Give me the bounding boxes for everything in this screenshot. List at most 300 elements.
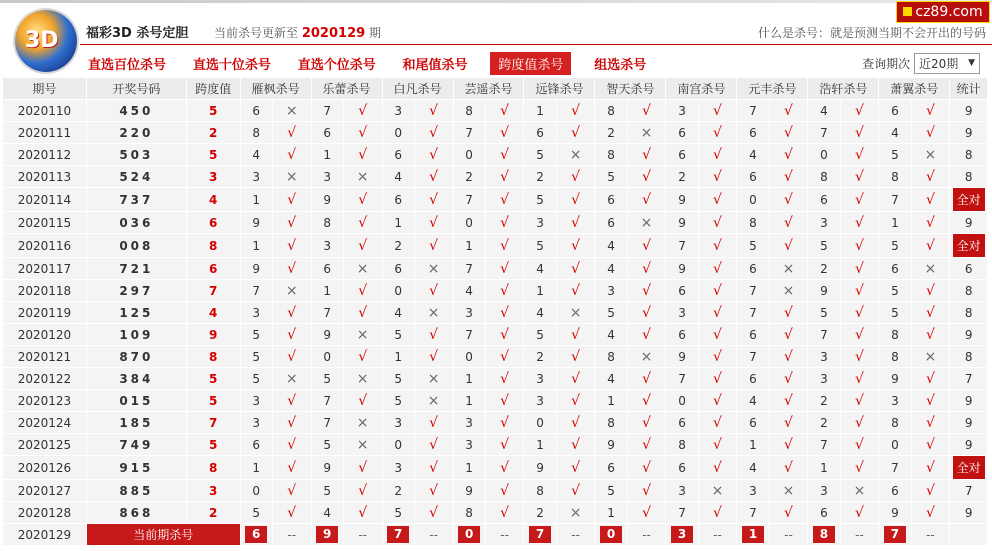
pending-mark: --: [627, 524, 666, 546]
check-icon: √: [485, 212, 524, 234]
check-icon: √: [272, 144, 311, 166]
check-icon: √: [556, 324, 595, 346]
check-icon: √: [272, 212, 311, 234]
issue-cell: 2020119: [3, 302, 87, 324]
check-icon: √: [343, 212, 382, 234]
check-icon: √: [485, 166, 524, 188]
check-icon: √: [556, 188, 595, 212]
kill-number-cell: 5: [240, 324, 272, 346]
stat-cell: 9: [950, 122, 988, 144]
kill-number-cell: 5: [737, 234, 769, 258]
check-icon: √: [840, 324, 879, 346]
kill-number-cell: 3: [453, 434, 485, 456]
check-icon: √: [414, 346, 453, 368]
check-icon: √: [698, 100, 737, 122]
kill-number-cell: 3: [808, 480, 840, 502]
tab-group[interactable]: 组选杀号: [594, 58, 647, 73]
check-icon: √: [272, 412, 311, 434]
kill-number-cell: 4: [595, 368, 627, 390]
issue-cell: 2020114: [3, 188, 87, 212]
check-icon: √: [769, 122, 808, 144]
issue-cell: 2020118: [3, 280, 87, 302]
kill-number-cell: 8: [666, 434, 698, 456]
kill-number-cell: 4: [595, 258, 627, 280]
check-icon: √: [840, 280, 879, 302]
kill-number-cell: 8: [595, 346, 627, 368]
brand-badge[interactable]: [896, 1, 990, 23]
kill-number-cell: 4: [382, 302, 414, 324]
issue-cell: 2020122: [3, 368, 87, 390]
check-icon: √: [414, 100, 453, 122]
check-icon: √: [769, 412, 808, 434]
check-icon: √: [556, 456, 595, 480]
span-value-cell: 4: [186, 302, 240, 324]
col-expert-9[interactable]: 浩轩杀号: [808, 78, 879, 100]
update-suffix: 期: [369, 26, 382, 40]
current-period-row: [3, 524, 988, 546]
check-icon: √: [556, 122, 595, 144]
kill-number-cell: 8: [737, 212, 769, 234]
kill-number-cell: 8: [453, 100, 485, 122]
span-value-cell: 5: [186, 434, 240, 456]
draw-number-cell: 125: [86, 302, 186, 324]
pending-mark: --: [698, 524, 737, 546]
kill-number-cell: 3: [453, 412, 485, 434]
check-icon: √: [485, 368, 524, 390]
current-kill-number: 9: [316, 526, 338, 543]
pending-mark: --: [911, 524, 950, 546]
check-icon: √: [343, 502, 382, 524]
stat-cell: 7: [950, 480, 988, 502]
kill-number-cell: 6: [879, 480, 911, 502]
table-row: [3, 456, 988, 480]
check-icon: √: [272, 258, 311, 280]
cross-icon: ×: [627, 122, 666, 144]
check-icon: √: [414, 480, 453, 502]
current-kill-cell: [595, 524, 627, 546]
kill-number-cell: 7: [808, 122, 840, 144]
stat-cell: 9: [950, 434, 988, 456]
current-kill-cell: [666, 524, 698, 546]
kill-number-cell: 3: [524, 212, 556, 234]
cross-icon: ×: [272, 368, 311, 390]
check-icon: √: [840, 234, 879, 258]
check-icon: √: [343, 480, 382, 502]
kill-number-cell: 7: [737, 346, 769, 368]
kill-number-cell: 2: [382, 480, 414, 502]
cross-icon: ×: [627, 346, 666, 368]
all-correct-badge: 全对: [953, 234, 985, 257]
kill-number-cell: 5: [382, 368, 414, 390]
check-icon: √: [343, 100, 382, 122]
check-icon: √: [769, 456, 808, 480]
col-expert-10[interactable]: 萧翼杀号: [879, 78, 950, 100]
check-icon: √: [911, 502, 950, 524]
col-expert-2[interactable]: 乐蕾杀号: [311, 78, 382, 100]
kill-number-cell: 3: [666, 100, 698, 122]
check-icon: √: [698, 122, 737, 144]
table-row: [3, 234, 988, 258]
check-icon: √: [414, 324, 453, 346]
check-icon: √: [627, 258, 666, 280]
kill-number-cell: 5: [595, 480, 627, 502]
check-icon: √: [485, 100, 524, 122]
kill-number-cell: 3: [382, 456, 414, 480]
check-icon: √: [414, 234, 453, 258]
kill-number-cell: 3: [240, 302, 272, 324]
kill-number-cell: 6: [595, 456, 627, 480]
cross-icon: ×: [343, 258, 382, 280]
kill-number-cell: 1: [595, 390, 627, 412]
kill-number-cell: 9: [879, 502, 911, 524]
check-icon: √: [272, 122, 311, 144]
kill-number-cell: 7: [737, 280, 769, 302]
kill-number-cell: 7: [737, 502, 769, 524]
kill-number-cell: 3: [666, 480, 698, 502]
kill-number-cell: 5: [595, 166, 627, 188]
header-rule: [80, 44, 992, 45]
check-icon: √: [627, 480, 666, 502]
check-icon: √: [343, 390, 382, 412]
stat-cell: 8: [950, 166, 988, 188]
kill-number-cell: 6: [666, 456, 698, 480]
draw-number-cell: 870: [86, 346, 186, 368]
draw-number-cell: 109: [86, 324, 186, 346]
check-icon: √: [698, 502, 737, 524]
kill-number-cell: 4: [382, 166, 414, 188]
cross-icon: ×: [911, 258, 950, 280]
check-icon: √: [485, 280, 524, 302]
check-icon: √: [769, 434, 808, 456]
check-icon: √: [769, 166, 808, 188]
col-expert-6[interactable]: 智天杀号: [595, 78, 666, 100]
draw-number-cell: 721: [86, 258, 186, 280]
check-icon: √: [485, 502, 524, 524]
kill-number-cell: 5: [311, 434, 343, 456]
cross-icon: ×: [343, 368, 382, 390]
issue-cell: 2020111: [3, 122, 87, 144]
kill-number-cell: 2: [524, 166, 556, 188]
span-value-cell: 3: [186, 166, 240, 188]
pending-mark: --: [414, 524, 453, 546]
check-icon: √: [556, 434, 595, 456]
check-icon: √: [272, 502, 311, 524]
current-kill-number: 0: [458, 526, 480, 543]
col-expert-7[interactable]: 南宫杀号: [666, 78, 737, 100]
period-select[interactable]: [914, 53, 980, 74]
draw-number-cell: 297: [86, 280, 186, 302]
col-expert-3[interactable]: 白凡杀号: [382, 78, 453, 100]
current-kill-cell: [382, 524, 414, 546]
kill-number-cell: 0: [311, 346, 343, 368]
check-icon: √: [769, 346, 808, 368]
check-icon: √: [627, 234, 666, 258]
check-icon: √: [840, 302, 879, 324]
issue-cell: 2020117: [3, 258, 87, 280]
kill-number-cell: 4: [595, 324, 627, 346]
kill-number-cell: 6: [595, 212, 627, 234]
kill-number-cell: 2: [453, 166, 485, 188]
kill-number-cell: 4: [453, 280, 485, 302]
check-icon: √: [911, 412, 950, 434]
kill-number-cell: 5: [595, 302, 627, 324]
issue-cell: 2020113: [3, 166, 87, 188]
table-header-row: [3, 78, 988, 100]
check-icon: √: [343, 144, 382, 166]
kill-number-cell: 6: [808, 502, 840, 524]
check-icon: √: [485, 434, 524, 456]
check-icon: √: [414, 188, 453, 212]
check-icon: √: [840, 144, 879, 166]
check-icon: √: [556, 346, 595, 368]
current-kill-cell: [879, 524, 911, 546]
kill-number-cell: 3: [666, 302, 698, 324]
stat-cell: 9: [950, 212, 988, 234]
stat-cell: [950, 524, 988, 546]
current-kill-cell: [808, 524, 840, 546]
kill-number-cell: 3: [240, 166, 272, 188]
check-icon: √: [556, 480, 595, 502]
col-expert-1[interactable]: 雁枫杀号: [240, 78, 311, 100]
cross-icon: ×: [343, 434, 382, 456]
check-icon: √: [698, 144, 737, 166]
check-icon: √: [911, 122, 950, 144]
issue-cell: 2020125: [3, 434, 87, 456]
stat-cell: [950, 188, 988, 212]
current-kill-number: 6: [245, 526, 267, 543]
cross-icon: ×: [698, 480, 737, 502]
table-row: [3, 280, 988, 302]
kill-number-cell: 2: [666, 166, 698, 188]
kill-number-cell: 7: [311, 302, 343, 324]
cross-icon: ×: [556, 302, 595, 324]
draw-number-cell: 503: [86, 144, 186, 166]
col-expert-8[interactable]: 元丰杀号: [737, 78, 808, 100]
kill-number-cell: 1: [240, 456, 272, 480]
span-value-cell: 5: [186, 100, 240, 122]
kill-number-cell: 2: [808, 412, 840, 434]
stat-cell: [950, 456, 988, 480]
kill-number-cell: 4: [737, 144, 769, 166]
kill-number-cell: 6: [524, 122, 556, 144]
check-icon: √: [485, 188, 524, 212]
stat-cell: 9: [950, 502, 988, 524]
kill-number-cell: 1: [311, 280, 343, 302]
kill-number-cell: 6: [666, 144, 698, 166]
check-icon: √: [485, 412, 524, 434]
issue-cell: 2020128: [3, 502, 87, 524]
draw-number-cell: 015: [86, 390, 186, 412]
current-kill-number: 7: [884, 526, 906, 543]
check-icon: √: [698, 258, 737, 280]
check-icon: √: [911, 100, 950, 122]
check-icon: √: [840, 412, 879, 434]
cross-icon: ×: [414, 368, 453, 390]
kill-number-cell: 5: [524, 234, 556, 258]
cross-icon: ×: [769, 258, 808, 280]
cross-icon: ×: [769, 480, 808, 502]
kill-number-cell: 5: [524, 144, 556, 166]
draw-number-cell: 524: [86, 166, 186, 188]
kill-number-cell: 3: [808, 212, 840, 234]
tab-span[interactable]: 跨度值杀号: [490, 52, 571, 75]
span-value-cell: 7: [186, 412, 240, 434]
draw-number-cell: 915: [86, 456, 186, 480]
check-icon: √: [627, 100, 666, 122]
stat-cell: 9: [950, 390, 988, 412]
tab-units[interactable]: 直选个位杀号: [297, 58, 376, 73]
table-row: [3, 188, 988, 212]
check-icon: √: [414, 122, 453, 144]
check-icon: √: [485, 456, 524, 480]
kill-number-cell: 4: [737, 456, 769, 480]
check-icon: √: [414, 456, 453, 480]
help-text: 什么是杀号：就是预测当期不会开出的号码: [757, 26, 986, 40]
kill-number-cell: 0: [524, 412, 556, 434]
check-icon: √: [343, 188, 382, 212]
draw-number-cell: 737: [86, 188, 186, 212]
kill-number-cell: 3: [808, 368, 840, 390]
kill-number-cell: 6: [808, 188, 840, 212]
latest-period: 2020129: [301, 26, 366, 41]
logo-3d-text: 3D: [25, 28, 59, 53]
span-value-cell: 6: [186, 258, 240, 280]
issue-cell: 2020123: [3, 390, 87, 412]
pending-mark: --: [485, 524, 524, 546]
tab-tens[interactable]: 直选十位杀号: [192, 58, 271, 73]
kill-number-cell: 6: [879, 100, 911, 122]
kill-number-cell: 9: [666, 212, 698, 234]
check-icon: √: [840, 368, 879, 390]
kill-number-cell: 3: [737, 480, 769, 502]
kill-number-cell: 5: [808, 302, 840, 324]
kill-number-cell: 5: [524, 188, 556, 212]
kill-number-cell: 8: [808, 166, 840, 188]
kill-number-cell: 4: [311, 502, 343, 524]
kill-number-cell: 1: [311, 144, 343, 166]
period-select-value: 近20期: [919, 57, 959, 71]
check-icon: √: [556, 412, 595, 434]
col-span: 跨度值: [186, 78, 240, 100]
check-icon: √: [343, 280, 382, 302]
span-value-cell: 8: [186, 234, 240, 258]
kill-number-cell: 1: [737, 434, 769, 456]
kill-number-cell: 7: [311, 412, 343, 434]
check-icon: √: [343, 122, 382, 144]
check-icon: √: [556, 100, 595, 122]
current-kill-label: 当前期杀号: [86, 524, 240, 546]
check-icon: √: [840, 346, 879, 368]
kill-number-cell: 1: [453, 390, 485, 412]
check-icon: √: [698, 456, 737, 480]
kill-number-cell: 0: [737, 188, 769, 212]
kill-number-cell: 3: [240, 412, 272, 434]
tab-sum-tail[interactable]: 和尾值杀号: [402, 58, 468, 73]
kill-number-cell: 9: [808, 280, 840, 302]
check-icon: √: [485, 346, 524, 368]
kill-number-cell: 6: [382, 188, 414, 212]
check-icon: √: [769, 302, 808, 324]
check-icon: √: [485, 122, 524, 144]
cross-icon: ×: [272, 100, 311, 122]
check-icon: √: [698, 434, 737, 456]
cross-icon: ×: [272, 280, 311, 302]
site-logo[interactable]: [15, 10, 77, 72]
check-icon: √: [698, 234, 737, 258]
check-icon: √: [911, 280, 950, 302]
kill-number-cell: 5: [879, 280, 911, 302]
kill-number-cell: 3: [524, 390, 556, 412]
kill-number-cell: 5: [808, 234, 840, 258]
col-stat: 统计: [950, 78, 988, 100]
kill-number-cell: 7: [808, 434, 840, 456]
kill-number-cell: 2: [808, 390, 840, 412]
kill-number-cell: 6: [737, 258, 769, 280]
kill-number-cell: 5: [240, 346, 272, 368]
kill-number-cell: 9: [240, 212, 272, 234]
check-icon: √: [272, 480, 311, 502]
pending-mark: --: [343, 524, 382, 546]
kill-number-cell: 9: [311, 188, 343, 212]
draw-number-cell: 008: [86, 234, 186, 258]
col-expert-4[interactable]: 芸遥杀号: [453, 78, 524, 100]
kill-number-cell: 3: [382, 412, 414, 434]
col-expert-5[interactable]: 远锋杀号: [524, 78, 595, 100]
check-icon: √: [485, 144, 524, 166]
kill-number-cell: 7: [666, 368, 698, 390]
kill-number-cell: 3: [311, 166, 343, 188]
kill-number-cell: 0: [666, 390, 698, 412]
check-icon: √: [627, 302, 666, 324]
kill-number-cell: 8: [453, 502, 485, 524]
brand-text: cz89.com: [915, 4, 983, 20]
span-value-cell: 5: [186, 368, 240, 390]
issue-cell: 2020124: [3, 412, 87, 434]
current-kill-number: 7: [387, 526, 409, 543]
kill-number-cell: 6: [382, 144, 414, 166]
span-value-cell: 2: [186, 122, 240, 144]
check-icon: √: [414, 166, 453, 188]
kill-number-cell: 9: [453, 480, 485, 502]
kill-number-cell: 0: [453, 346, 485, 368]
issue-cell: 2020129: [3, 524, 87, 546]
kill-number-cell: 7: [453, 122, 485, 144]
kill-number-cell: 1: [453, 234, 485, 258]
check-icon: √: [556, 258, 595, 280]
chevron-down-icon: ▼: [968, 58, 975, 68]
kill-number-cell: 8: [524, 480, 556, 502]
kill-number-cell: 6: [382, 258, 414, 280]
tab-hundreds[interactable]: 直选百位杀号: [88, 58, 167, 73]
check-icon: √: [840, 390, 879, 412]
kill-number-cell: 6: [737, 368, 769, 390]
query-label: 查询期次: [862, 57, 911, 71]
check-icon: √: [485, 324, 524, 346]
table-row: [3, 502, 988, 524]
cross-icon: ×: [414, 390, 453, 412]
check-icon: √: [272, 434, 311, 456]
check-icon: √: [840, 258, 879, 280]
kill-number-cell: 3: [524, 368, 556, 390]
kill-number-cell: 8: [595, 100, 627, 122]
check-icon: √: [414, 434, 453, 456]
kill-number-cell: 1: [240, 234, 272, 258]
kill-number-cell: 6: [311, 122, 343, 144]
check-icon: √: [627, 166, 666, 188]
current-kill-cell: [240, 524, 272, 546]
kill-number-cell: 8: [595, 412, 627, 434]
all-correct-badge: 全对: [953, 456, 985, 479]
